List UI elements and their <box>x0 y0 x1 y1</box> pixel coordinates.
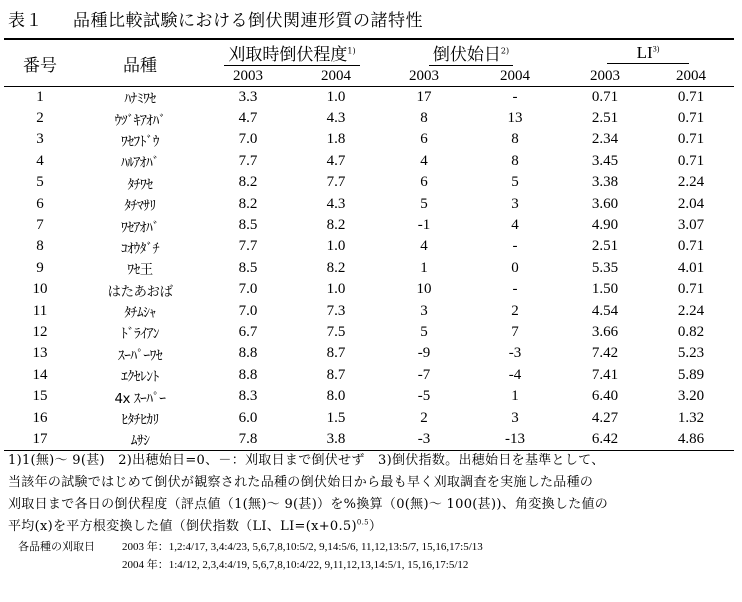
cell-no: 12 <box>32 323 48 340</box>
cell-start-2004: 2 <box>511 302 519 319</box>
cell-lodging-2004: 1.0 <box>326 281 346 298</box>
cell-lodging-2004: 7.5 <box>326 323 346 340</box>
cell-li-2004: 0.71 <box>677 88 705 105</box>
table-row <box>4 386 734 407</box>
cell-start-2003: 5 <box>420 323 428 340</box>
cell-cultivar: ﾜｾﾌﾄﾞｳ <box>121 133 159 150</box>
table-body <box>4 87 734 451</box>
cell-li-2004: 2.24 <box>677 174 705 191</box>
cell-start-2004: 8 <box>511 131 519 148</box>
cell-no: 17 <box>32 430 48 447</box>
cell-cultivar: ﾊﾙｱｵﾊﾞ <box>121 155 159 172</box>
cell-cultivar: ﾄﾞﾗｲｱﾝ <box>121 326 159 343</box>
header-no: 番号 <box>23 55 57 76</box>
cell-start-2003: 4 <box>420 238 428 255</box>
cell-li-2004: 0.71 <box>677 110 705 127</box>
cell-li-2004: 4.86 <box>677 430 705 447</box>
table-row <box>4 300 734 321</box>
cell-start-2004: 4 <box>511 217 519 234</box>
cell-li-2003: 6.42 <box>591 430 619 447</box>
cell-start-2003: 6 <box>420 131 428 148</box>
cell-cultivar: ｽｰﾊﾟｰﾜｾ <box>117 347 163 364</box>
cut-dates-2003: 2003 年：1,2:4/17, 3,4:4/23, 5,6,7,8,10:5/2, 9,14:5/6, 11,12,13:5/7, 15,16,17:5/13 <box>122 541 483 553</box>
cell-cultivar: ﾜｾｱｵﾊﾞ <box>121 219 159 236</box>
table-row <box>4 258 734 279</box>
cell-start-2004: 5 <box>511 174 519 191</box>
caption-text: 品種比較試験における倒伏関連形質の諸特性 <box>73 11 423 31</box>
cell-li-2003: 3.38 <box>591 174 619 191</box>
note-line-4: 平均(x)を平方根変換した値（倒伏指数（LI、$LI=(x+0.5)^{0.5}$） <box>8 518 383 534</box>
cell-lodging-2004: 8.2 <box>326 259 346 276</box>
cell-li-2003: 2.51 <box>591 110 619 127</box>
table-row <box>4 429 734 450</box>
cell-lodging-2003: 4.7 <box>238 110 258 127</box>
cell-lodging-2003: 7.0 <box>238 302 258 319</box>
header-year: 2003 <box>233 67 263 84</box>
cell-li-2004: 0.71 <box>677 281 705 298</box>
cell-lodging-2004: 1.5 <box>326 409 346 426</box>
cell-li-2003: 1.50 <box>591 281 619 298</box>
cell-start-2004: - <box>512 88 518 105</box>
cell-no: 13 <box>32 345 48 362</box>
cell-li-2004: 3.20 <box>677 388 705 405</box>
cell-lodging-2003: 8.5 <box>238 217 258 234</box>
cell-start-2003: -1 <box>417 217 431 234</box>
header-li: LI$^{3)}$ <box>562 39 734 66</box>
cell-lodging-2003: 8.2 <box>238 195 258 212</box>
cell-li-2004: 0.71 <box>677 131 705 148</box>
cell-cultivar: ﾑｻｼ <box>130 433 150 450</box>
cell-lodging-2003: 8.5 <box>238 259 258 276</box>
cell-start-2004: -3 <box>508 345 522 362</box>
cell-li-2003: 7.42 <box>591 345 619 362</box>
data-table <box>4 38 734 451</box>
cell-start-2003: 2 <box>420 409 428 426</box>
cell-li-2003: 3.60 <box>591 195 619 212</box>
cell-cultivar: ｳﾂﾞｷｱｵﾊﾞ <box>114 112 166 129</box>
cell-start-2004: 3 <box>511 409 519 426</box>
header-year: 2003 <box>590 67 620 84</box>
cell-start-2004: 8 <box>511 152 519 169</box>
cell-li-2003: 0.71 <box>591 88 619 105</box>
cut-dates-label: 各品種の刈取日 <box>18 540 95 553</box>
cell-lodging-2004: 8.0 <box>326 388 346 405</box>
cell-lodging-2004: 4.7 <box>326 152 346 169</box>
cell-lodging-2004: 8.7 <box>326 345 346 362</box>
note-line-2: 当該年の試験ではじめて倒伏が観察された品種の倒伏始日から最も早く刈取調査を実施した品種の <box>8 475 594 490</box>
cell-lodging-2003: 8.2 <box>238 174 258 191</box>
cell-no: 16 <box>32 409 48 426</box>
cell-lodging-2003: 7.8 <box>238 430 258 447</box>
cell-lodging-2004: 8.7 <box>326 366 346 383</box>
cell-lodging-2003: 7.7 <box>238 238 258 255</box>
cell-lodging-2004: 4.3 <box>326 195 346 212</box>
cell-start-2004: 3 <box>511 195 519 212</box>
cell-li-2004: 2.24 <box>677 302 705 319</box>
cell-start-2003: -9 <box>417 345 431 362</box>
header-year: 2004 <box>676 67 706 84</box>
cell-cultivar: ﾊﾅﾐﾜｾ <box>124 91 156 108</box>
cell-start-2004: 0 <box>511 259 519 276</box>
cell-no: 5 <box>36 174 44 191</box>
table-row <box>4 172 734 193</box>
cell-start-2003: -7 <box>417 366 431 383</box>
cell-li-2004: 5.89 <box>677 366 705 383</box>
cell-li-2003: 6.40 <box>591 388 619 405</box>
cell-cultivar: ｴｸｾﾚﾝﾄ <box>121 369 159 386</box>
table-row <box>4 236 734 257</box>
caption-label: 表１ <box>8 11 43 31</box>
cell-li-2004: 0.71 <box>677 152 705 169</box>
header-row-groups <box>4 39 734 66</box>
cell-start-2004: 13 <box>507 110 523 127</box>
cell-start-2004: -13 <box>505 430 525 447</box>
cell-lodging-2003: 3.3 <box>238 88 258 105</box>
cell-cultivar: ﾀﾁﾏｻﾘ <box>124 198 156 215</box>
cell-no: 2 <box>36 110 44 127</box>
header-cultivar: 品種 <box>123 55 157 76</box>
header-year: 2004 <box>321 67 351 84</box>
note-line-3: 刈取日まで各日の倒伏程度（評点値（1(無)～ 9(甚)）を%換算（0(無)～ 100(甚))、角変換した値の <box>8 497 609 512</box>
cell-li-2003: 3.66 <box>591 323 619 340</box>
cell-cultivar: ﾋﾀﾁﾋｶﾘ <box>121 412 159 429</box>
cell-li-2003: 4.54 <box>591 302 619 319</box>
table-row <box>4 151 734 172</box>
cell-li-2004: 1.32 <box>677 409 705 426</box>
cell-start-2003: 3 <box>420 302 428 319</box>
cell-lodging-2003: 6.7 <box>238 323 258 340</box>
cell-no: 11 <box>32 302 48 319</box>
cell-start-2003: 6 <box>420 174 428 191</box>
table-row <box>4 87 734 108</box>
cell-li-2004: 4.01 <box>677 259 705 276</box>
cell-li-2003: 2.51 <box>591 238 619 255</box>
cell-start-2004: 1 <box>511 388 519 405</box>
cell-lodging-2004: 1.8 <box>326 131 346 148</box>
cell-no: 3 <box>36 131 44 148</box>
cell-start-2004: 7 <box>511 323 519 340</box>
cell-lodging-2003: 7.0 <box>238 131 258 148</box>
table-caption <box>8 6 423 31</box>
cell-li-2003: 7.41 <box>591 366 619 383</box>
header-lodging-degree: 刈取時倒伏程度$^{1)}$ <box>204 39 380 66</box>
cell-lodging-2004: 4.3 <box>326 110 346 127</box>
cell-cultivar: ｺｵｳﾀﾞﾁ <box>121 240 159 257</box>
cell-no: 6 <box>36 195 44 212</box>
cell-li-2004: 5.23 <box>677 345 705 362</box>
cell-start-2004: - <box>512 281 518 298</box>
cell-lodging-2004: 7.7 <box>326 174 346 191</box>
cell-start-2004: -4 <box>508 366 522 383</box>
cell-cultivar: ﾜｾ王 <box>127 262 153 279</box>
cell-start-2003: 17 <box>416 88 432 105</box>
cell-start-2003: -3 <box>417 430 431 447</box>
cell-lodging-2004: 1.0 <box>326 88 346 105</box>
table-row <box>4 279 734 300</box>
cell-lodging-2003: 7.7 <box>238 152 258 169</box>
cell-li-2004: 0.82 <box>677 323 705 340</box>
cell-no: 9 <box>36 259 44 276</box>
cell-lodging-2004: 7.3 <box>326 302 346 319</box>
table-row <box>4 343 734 364</box>
cell-li-2003: 3.45 <box>591 152 619 169</box>
note-line-1: 1)1(無)～ 9(甚) 2)出穂始日=0、－：刈取日まで倒伏せず 3)倒伏指数。出穂始日を基準として、 <box>8 453 605 468</box>
cell-lodging-2003: 6.0 <box>238 409 258 426</box>
cell-start-2003: 5 <box>420 195 428 212</box>
cell-no: 15 <box>32 388 48 405</box>
cell-no: 14 <box>32 366 48 383</box>
cell-lodging-2004: 3.8 <box>326 430 346 447</box>
table-row <box>4 322 734 343</box>
cell-lodging-2004: 1.0 <box>326 238 346 255</box>
cell-start-2003: 4 <box>420 152 428 169</box>
cell-start-2003: -5 <box>417 388 431 405</box>
cell-lodging-2003: 8.8 <box>238 366 258 383</box>
cell-lodging-2003: 7.0 <box>238 281 258 298</box>
cell-lodging-2004: 8.2 <box>326 217 346 234</box>
cell-lodging-2003: 8.8 <box>238 345 258 362</box>
cell-no: 10 <box>32 281 48 298</box>
cell-start-2003: 10 <box>416 281 432 298</box>
cell-li-2004: 3.07 <box>677 217 705 234</box>
cell-li-2003: 5.35 <box>591 259 619 276</box>
table-row <box>4 108 734 129</box>
table-row <box>4 193 734 214</box>
cell-no: 1 <box>36 88 44 105</box>
cell-li-2003: 2.34 <box>591 131 619 148</box>
cell-li-2004: 0.71 <box>677 238 705 255</box>
table-row <box>4 215 734 236</box>
cell-cultivar: ﾀﾁﾜｾ <box>127 176 153 193</box>
header-year: 2004 <box>500 67 530 84</box>
table-row <box>4 407 734 428</box>
cell-cultivar: ﾀﾁﾑｼｬ <box>124 305 156 322</box>
cell-li-2004: 2.04 <box>677 195 705 212</box>
cell-no: 8 <box>36 238 44 255</box>
table-row <box>4 129 734 150</box>
cell-cultivar: はたあおば <box>107 283 173 300</box>
cell-no: 7 <box>36 217 44 234</box>
cell-li-2003: 4.90 <box>591 217 619 234</box>
cell-no: 4 <box>36 152 44 169</box>
cell-start-2004: - <box>512 238 518 255</box>
table-row <box>4 365 734 386</box>
cell-li-2003: 4.27 <box>591 409 619 426</box>
cell-start-2003: 8 <box>420 110 428 127</box>
cell-lodging-2003: 8.3 <box>238 388 258 405</box>
header-year: 2003 <box>409 67 439 84</box>
cell-start-2003: 1 <box>420 259 428 276</box>
cut-dates-2004: 2004 年：1:4/12, 2,3,4:4/19, 5,6,7,8,10:4/22, 9,11,12,13,14:5/1, 15,16,17:5/12 <box>122 559 469 571</box>
header-lodging-start: 倒伏始日$^{2)}$ <box>380 39 562 66</box>
cell-cultivar: 4x ｽｰﾊﾟｰ <box>114 390 166 407</box>
